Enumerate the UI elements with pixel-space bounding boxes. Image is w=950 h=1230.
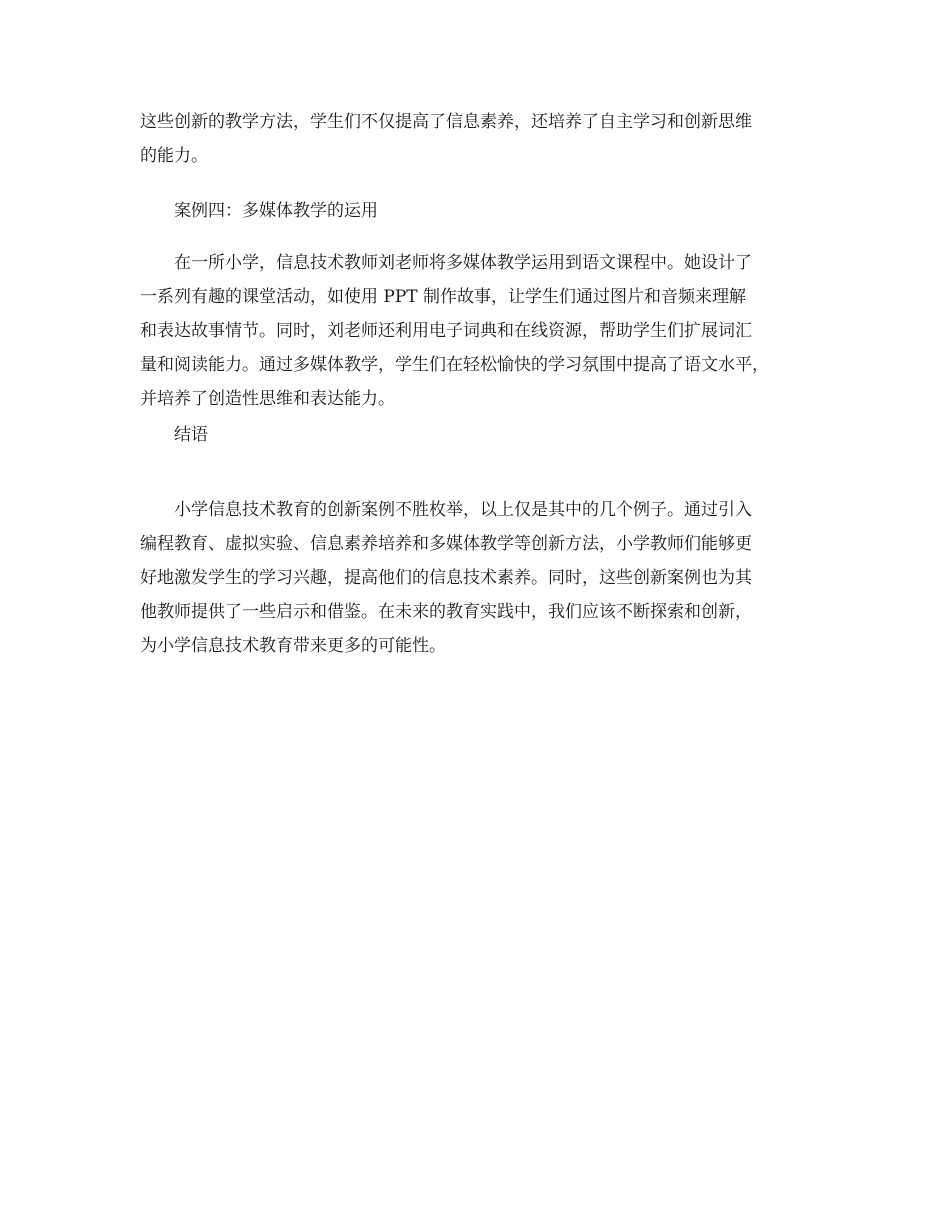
paragraph-line: 这些创新的教学方法，学生们不仅提高了信息素养，还培养了自主学习和创新思维	[140, 112, 752, 132]
paragraph-line: 在一所小学，信息技术教师刘老师将多媒体教学运用到语文课程中。她设计了	[174, 253, 752, 273]
paragraph-line: 并培养了创造性思维和表达能力。	[140, 389, 395, 409]
conclusion-paragraph	[140, 493, 830, 663]
paragraph-line: 一系列有趣的课堂活动，如使用 PPT 制作故事，让学生们通过图片和音频来理解	[140, 287, 747, 307]
paragraph-line: 他教师提供了一些启示和借鉴。在未来的教育实践中，我们应该不断探索和创新，	[140, 602, 752, 622]
paragraph-line: 和表达故事情节。同时，刘老师还利用电子词典和在线资源，帮助学生们扩展词汇	[140, 321, 752, 341]
intro-paragraph	[140, 105, 830, 173]
paragraph-line: 的能力。	[140, 146, 208, 166]
paragraph-line: 编程教育、虚拟实验、信息素养培养和多媒体教学等创新方法，小学教师们能够更	[140, 534, 752, 554]
section-heading-case4: 案例四：多媒体教学的运用	[174, 201, 378, 221]
paragraph-line: 为小学信息技术教育带来更多的可能性。	[140, 636, 446, 656]
case4-paragraph	[140, 246, 830, 416]
paragraph-line: 量和阅读能力。通过多媒体教学，学生们在轻松愉快的学习氛围中提高了语文水平，	[140, 355, 769, 375]
paragraph-line: 好地激发学生的学习兴趣，提高他们的信息技术素养。同时，这些创新案例也为其	[140, 568, 752, 588]
paragraph-line: 小学信息技术教育的创新案例不胜枚举，以上仅是其中的几个例子。通过引入	[174, 500, 752, 520]
section-heading-conclusion: 结语	[174, 425, 208, 445]
